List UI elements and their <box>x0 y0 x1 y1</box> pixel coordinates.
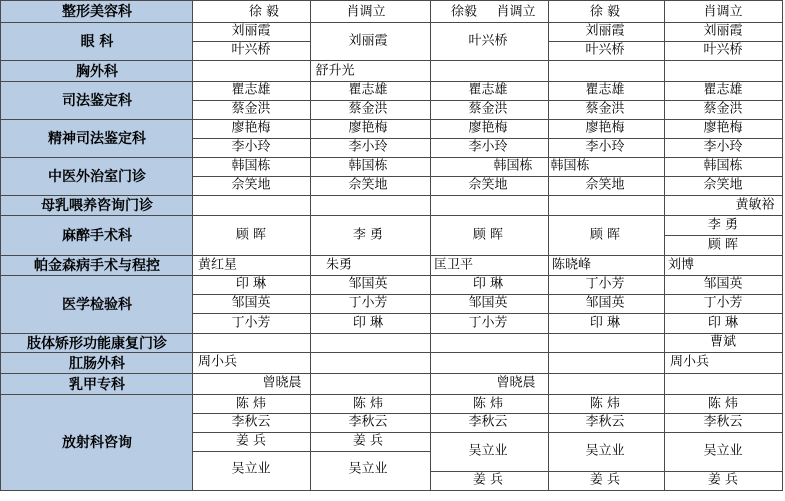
doctor-name: 徐 毅 <box>248 4 280 20</box>
doctor-name: 陈 炜 <box>707 396 739 412</box>
department-name: 精神司法鉴定科 <box>48 131 146 147</box>
doctor-name: 印 琳 <box>472 276 504 292</box>
doctor-name: 廖艳梅 <box>231 120 271 136</box>
department-name: 帕金森病手术与程控 <box>34 258 160 274</box>
department-cell <box>0 394 193 491</box>
schedule-cell <box>192 60 311 82</box>
department-cell <box>0 60 193 82</box>
doctor-name: 姜 兵 <box>472 472 504 488</box>
doctor-name: 蔡金洪 <box>348 101 388 117</box>
department-name: 整形美容科 <box>62 4 132 20</box>
doctor-name: 周小兵 <box>670 354 710 370</box>
doctor-name: 姜 兵 <box>235 433 267 449</box>
department-name: 司法鉴定科 <box>62 93 132 109</box>
doctor-name: 丁小芳 <box>348 295 388 311</box>
doctor-name: 匡卫平 <box>434 257 474 273</box>
doctor-name: 陈 炜 <box>352 396 384 412</box>
doctor-name: 陈 炜 <box>235 396 267 412</box>
doctor-name: 叶兴桥 <box>468 33 508 49</box>
doctor-name: 佘笑地 <box>703 177 743 193</box>
schedule-cell <box>548 333 665 353</box>
doctor-name: 顾 晖 <box>235 227 267 243</box>
doctor-name: 李 勇 <box>707 217 739 233</box>
doctor-name: 吴立业 <box>703 443 743 459</box>
doctor-name: 蔡金洪 <box>468 101 508 117</box>
doctor-name: 李秋云 <box>348 414 388 430</box>
department-cell <box>0 255 193 276</box>
department-cell <box>0 275 193 334</box>
doctor-name: 韩国栋 <box>493 158 533 174</box>
schedule-cell <box>310 352 431 374</box>
doctor-name: 刘丽霞 <box>231 23 271 39</box>
doctor-name: 李秋云 <box>585 414 625 430</box>
doctor-name: 黄敏裕 <box>735 197 775 213</box>
doctor-name: 刘丽霞 <box>348 33 388 49</box>
doctor-name: 刘丽霞 <box>585 23 625 39</box>
department-cell <box>0 333 193 353</box>
doctor-name: 陈 炜 <box>589 396 621 412</box>
doctor-name: 印 琳 <box>352 315 384 331</box>
doctor-name: 叶兴桥 <box>703 42 743 58</box>
doctor-name: 丁小芳 <box>585 276 625 292</box>
doctor-name: 陈 炜 <box>472 396 504 412</box>
department-name: 中医外治室门诊 <box>48 169 146 185</box>
schedule-cell <box>548 373 665 395</box>
schedule-cell <box>430 333 549 353</box>
doctor-name: 肖调立 <box>346 4 386 20</box>
department-cell <box>0 157 193 196</box>
department-name: 肛肠外科 <box>69 355 125 372</box>
doctor-name: 印 琳 <box>235 276 267 292</box>
doctor-name: 廖艳梅 <box>703 120 743 136</box>
doctor-name: 吴立业 <box>348 461 388 477</box>
doctor-name: 吴立业 <box>585 443 625 459</box>
doctor-name: 李 勇 <box>352 227 384 243</box>
doctor-name: 黄红星 <box>198 257 238 273</box>
doctor-name: 丁小芳 <box>468 315 508 331</box>
doctor-name: 曹斌 <box>709 334 737 350</box>
doctor-name: 瞿志雄 <box>231 82 271 98</box>
schedule-cell <box>548 60 665 82</box>
doctor-name: 邹国英 <box>468 295 508 311</box>
doctor-name: 姜 兵 <box>352 433 384 449</box>
doctor-name: 姜 兵 <box>589 472 621 488</box>
doctor-name: 韩国栋 <box>348 158 388 174</box>
doctor-name: 李秋云 <box>703 414 743 430</box>
doctor-name: 姜 兵 <box>707 472 739 488</box>
doctor-name: 顾 晖 <box>707 237 739 253</box>
doctor-name: 廖艳梅 <box>585 120 625 136</box>
department-name: 放射科咨询 <box>62 435 132 451</box>
doctor-name: 韩国栋 <box>703 158 743 174</box>
department-cell <box>0 215 193 256</box>
schedule-cell <box>310 195 431 216</box>
doctor-name: 顾 晖 <box>472 227 504 243</box>
doctor-name: 曾晓晨 <box>496 375 536 391</box>
doctor-name: 廖艳梅 <box>348 120 388 136</box>
doctor-name: 邹国英 <box>703 276 743 292</box>
doctor-name: 肖调立 <box>496 4 536 20</box>
doctor-name: 周小兵 <box>198 354 238 370</box>
doctor-name: 邹国英 <box>348 276 388 292</box>
doctor-name: 李小玲 <box>231 139 271 155</box>
department-cell <box>0 81 193 120</box>
doctor-name: 瞿志雄 <box>468 82 508 98</box>
department-name: 乳甲专科 <box>69 376 125 393</box>
doctor-name: 李小玲 <box>468 139 508 155</box>
schedule-cell <box>310 373 431 395</box>
doctor-name: 印 琳 <box>707 315 739 331</box>
doctor-name: 蔡金洪 <box>231 101 271 117</box>
schedule-cell <box>310 333 431 353</box>
department-name: 医学检验科 <box>62 297 132 313</box>
department-cell <box>0 0 193 23</box>
doctor-name: 舒升光 <box>315 63 355 79</box>
doctor-name: 刘博 <box>668 257 695 273</box>
schedule-cell <box>548 352 665 374</box>
schedule-cell <box>548 195 665 216</box>
doctor-name: 肖调立 <box>703 4 743 20</box>
doctor-name: 瞿志雄 <box>703 82 743 98</box>
schedule-cell <box>192 333 311 353</box>
doctor-name: 佘笑地 <box>231 177 271 193</box>
department-name: 母乳喂养咨询门诊 <box>41 198 153 214</box>
doctor-name: 叶兴桥 <box>231 42 271 58</box>
doctor-name: 曾晓晨 <box>262 375 302 391</box>
doctor-name: 蔡金洪 <box>703 101 743 117</box>
department-name: 肢体矫形功能康复门诊 <box>27 335 167 352</box>
department-name: 胸外科 <box>76 63 118 80</box>
department-cell <box>0 119 193 158</box>
doctor-name: 邹国英 <box>231 295 271 311</box>
department-cell <box>0 373 193 395</box>
doctor-name: 徐 毅 <box>589 4 621 20</box>
department-cell <box>0 22 193 61</box>
doctor-name: 邹国英 <box>585 295 625 311</box>
doctor-name: 叶兴桥 <box>585 42 625 58</box>
department-cell <box>0 352 193 374</box>
department-cell <box>0 195 193 216</box>
doctor-name: 吴立业 <box>231 461 271 477</box>
schedule-cell <box>430 352 549 374</box>
doctor-name: 李小玲 <box>348 139 388 155</box>
schedule-cell <box>430 195 549 216</box>
department-name: 麻醉手术科 <box>62 228 132 244</box>
doctor-name: 李秋云 <box>468 414 508 430</box>
doctor-name: 佘笑地 <box>348 177 388 193</box>
doctor-name: 吴立业 <box>468 443 508 459</box>
doctor-name: 韩国栋 <box>231 158 271 174</box>
doctor-name: 丁小芳 <box>703 295 743 311</box>
doctor-name: 陈晓峰 <box>552 257 592 273</box>
doctor-name: 徐毅 <box>450 4 478 20</box>
doctor-name: 丁小芳 <box>231 315 271 331</box>
doctor-name: 佘笑地 <box>468 177 508 193</box>
doctor-name: 韩国栋 <box>550 158 590 174</box>
schedule-cell <box>192 195 311 216</box>
doctor-name: 李小玲 <box>703 139 743 155</box>
doctor-name: 李秋云 <box>231 414 271 430</box>
doctor-name: 印 琳 <box>589 315 621 331</box>
doctor-name: 朱勇 <box>326 257 353 273</box>
schedule-cell <box>430 60 549 82</box>
doctor-name: 李小玲 <box>585 139 625 155</box>
doctor-name: 廖艳梅 <box>468 120 508 136</box>
schedule-cell <box>664 373 783 395</box>
doctor-name: 顾 晖 <box>589 227 621 243</box>
doctor-name: 瞿志雄 <box>585 82 625 98</box>
doctor-name: 瞿志雄 <box>348 82 388 98</box>
doctor-name: 刘丽霞 <box>703 23 743 39</box>
schedule-cell <box>664 60 783 82</box>
doctor-name: 佘笑地 <box>585 177 625 193</box>
department-name: 眼 科 <box>80 34 114 50</box>
doctor-name: 蔡金洪 <box>585 101 625 117</box>
